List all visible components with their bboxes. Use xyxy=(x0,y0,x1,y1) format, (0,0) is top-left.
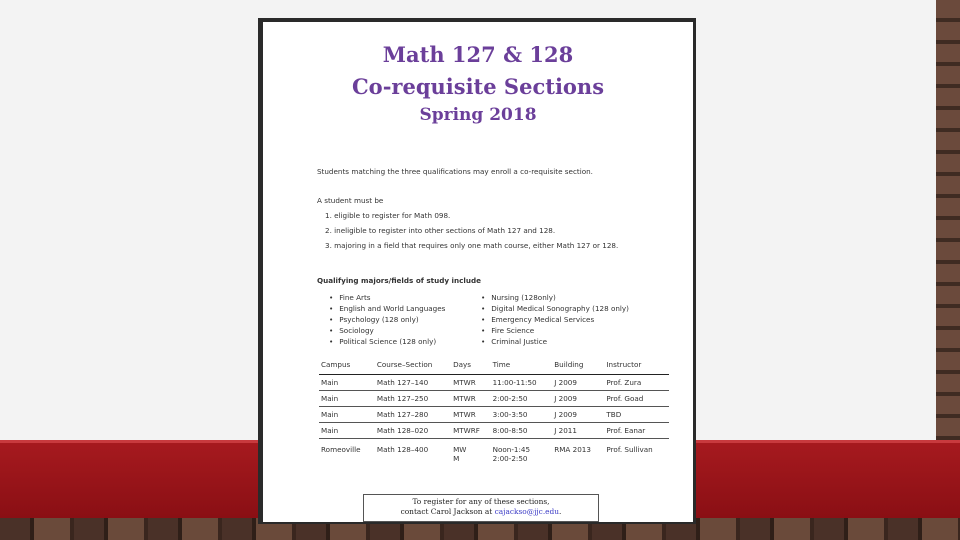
requirement-2: 2. ineligible to register into other sections of Math 127 and 128. xyxy=(325,226,556,235)
cell-building: J 2009 xyxy=(552,391,604,407)
cell-campus: Main xyxy=(319,375,375,391)
register-line-2: contact Carol Jackson at cajackso@jjc.edu. xyxy=(400,507,562,516)
cell-days: MTWRF xyxy=(451,423,491,439)
list-item: • Fire Science xyxy=(481,325,629,336)
cell-instructor: Prof. Sullivan xyxy=(606,445,653,454)
register-line-1: To register for any of these sections, xyxy=(412,497,550,506)
list-item: • Emergency Medical Services xyxy=(481,314,629,325)
list-item: • Nursing (128only) xyxy=(481,292,629,303)
table-row xyxy=(319,391,669,407)
cell-time: 11:00-11:50 xyxy=(491,375,553,391)
requirement-3: 3. majoring in a field that requires only one math course, either Math 127 or 128. xyxy=(325,241,619,250)
header-building: Building xyxy=(552,358,604,375)
cell-course: Math 128–020 xyxy=(375,423,451,439)
cell-time: Noon-1:45 2:00-2:50 xyxy=(492,445,531,463)
requirement-1: 1. eligible to register for Math 098. xyxy=(325,211,451,220)
brick-background-right xyxy=(936,0,960,440)
list-item: • Criminal Justice xyxy=(481,336,629,347)
cell-building: J 2009 xyxy=(552,375,604,391)
title-line-1: Math 127 & 128 xyxy=(382,42,574,67)
majors-right-list xyxy=(481,292,629,347)
cell-time: 2:00-2:50 xyxy=(491,391,553,407)
cell-course: Math 128–400 xyxy=(376,445,429,454)
list-item: • English and World Languages xyxy=(329,303,445,314)
table-row xyxy=(319,423,669,439)
cell-building: J 2009 xyxy=(552,407,604,423)
cell-instructor: Prof. Zura xyxy=(604,375,669,391)
cell-days: MTWR xyxy=(451,375,491,391)
cell-days: MTWR xyxy=(451,391,491,407)
cell-instructor: Prof. Goad xyxy=(604,391,669,407)
cell-campus: Main xyxy=(319,423,375,439)
cell-time: 3:00-3:50 xyxy=(491,407,553,423)
cell-days: MTWR xyxy=(451,407,491,423)
list-item: • Fine Arts xyxy=(329,292,445,303)
cell-campus: Romeoville xyxy=(321,445,361,454)
majors-left-list xyxy=(329,292,445,347)
cell-days: MW M xyxy=(453,445,467,463)
schedule-table xyxy=(319,358,669,469)
cell-building: RMA 2013 xyxy=(554,445,591,454)
document-page xyxy=(263,22,693,522)
qualifying-label: Qualifying majors/fields of study include xyxy=(317,276,481,285)
cell-campus: Main xyxy=(319,407,375,423)
cell-course: Math 127–250 xyxy=(375,391,451,407)
table-row xyxy=(319,407,669,423)
list-item: • Digital Medical Sonography (128 only) xyxy=(481,303,629,314)
header-days: Days xyxy=(451,358,491,375)
intro-text: Students matching the three qualifications may enroll a co-requisite section. xyxy=(317,167,593,176)
cell-building: J 2011 xyxy=(552,423,604,439)
cell-course: Math 127–140 xyxy=(375,375,451,391)
header-time: Time xyxy=(491,358,553,375)
header-course-section: Course–Section xyxy=(375,358,451,375)
register-contact-box xyxy=(363,494,599,522)
cell-campus: Main xyxy=(319,391,375,407)
cell-time: 8:00-8:50 xyxy=(491,423,553,439)
header-campus: Campus xyxy=(319,358,375,375)
table-header-row xyxy=(319,358,669,375)
list-item: • Sociology xyxy=(329,325,445,336)
title-line-3: Spring 2018 xyxy=(419,105,537,125)
contact-email-link[interactable]: cajackso@jjc.edu xyxy=(494,507,560,516)
list-item: • Psychology (128 only) xyxy=(329,314,445,325)
table-row xyxy=(319,439,669,470)
must-be-label: A student must be xyxy=(317,196,384,205)
cell-instructor: Prof. Eanar xyxy=(604,423,669,439)
cell-course: Math 127–280 xyxy=(375,407,451,423)
header-instructor: Instructor xyxy=(604,358,669,375)
title-line-2: Co-requisite Sections xyxy=(351,74,605,99)
list-item: • Political Science (128 only) xyxy=(329,336,445,347)
cell-instructor: TBD xyxy=(604,407,669,423)
table-row xyxy=(319,375,669,391)
